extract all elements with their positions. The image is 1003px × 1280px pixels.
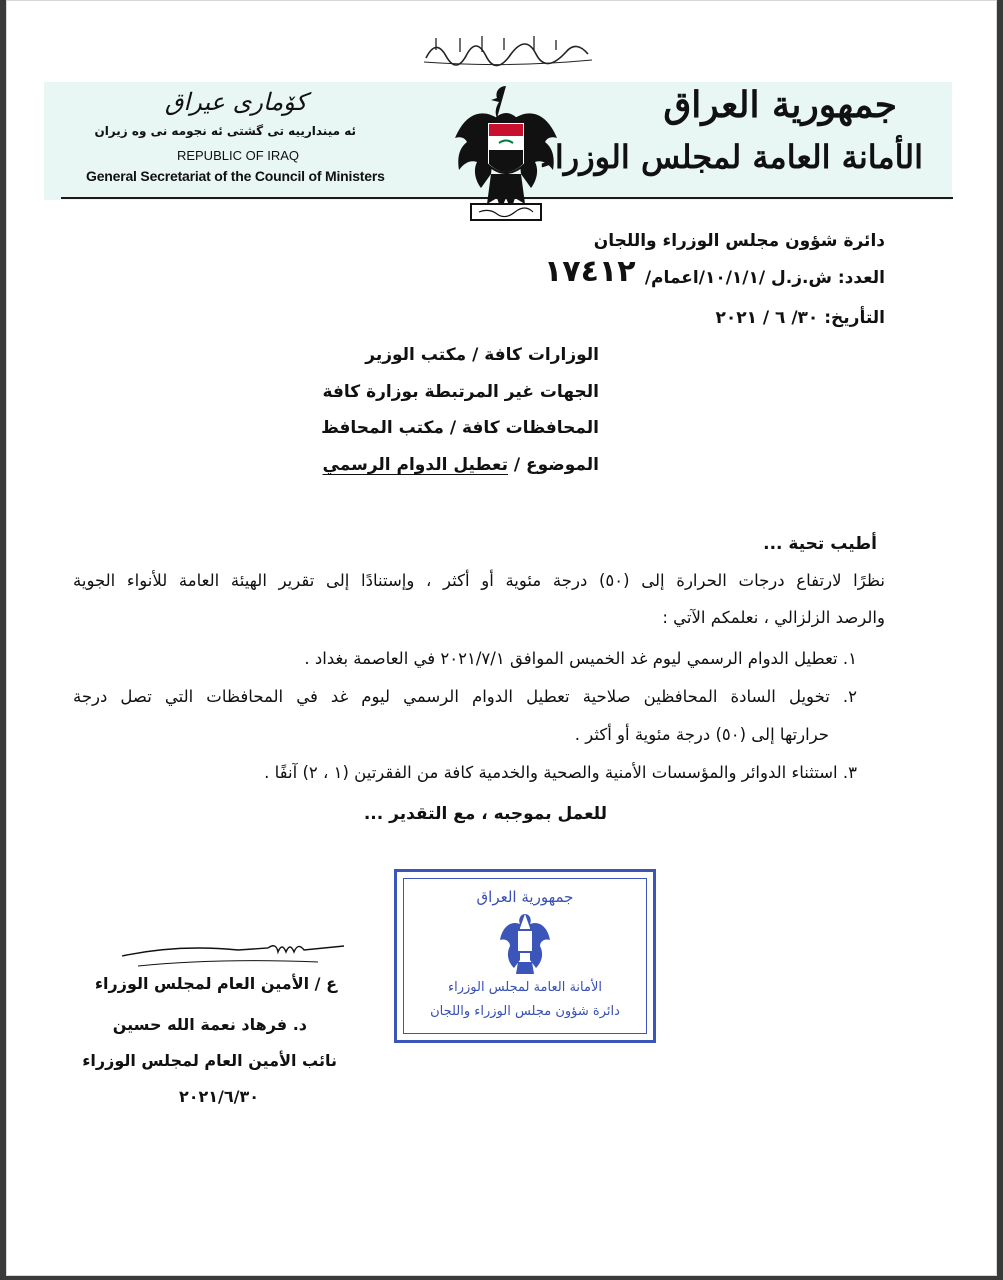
handwritten-signature — [118, 936, 348, 976]
list-item-continuation: حرارتها إلى (٥٠) درجة مئوية أو أكثر . — [574, 725, 829, 744]
signature-date: ٢٠٢١/٦/٣٠ — [178, 1087, 259, 1106]
arabic-republic-title: جمهورية العراق — [663, 84, 897, 126]
list-item: ٣. استثناء الدوائر والمؤسسات الأمنية والصحية والخدمية كافة من الفقرتين (١ ، ٢) آنفًا . — [264, 763, 857, 782]
number-label: العدد: — [837, 268, 885, 288]
republic-en: REPUBLIC OF IRAQ — [176, 148, 300, 163]
list-item: ٢. تخويل السادة المحافظين صلاحية تعطيل الدوام الرسمي ليوم غد في المحافظات التي تصل درجة — [73, 687, 857, 706]
recipient-line: الجهات غير المرتبطة بوزارة كافة — [322, 382, 599, 402]
closing-line: للعمل بموجبه ، مع التقدير ... — [363, 804, 607, 824]
stamp-eagle-icon — [498, 910, 552, 976]
greeting: أطيب تحية ... — [763, 534, 877, 554]
letter-date — [715, 308, 885, 328]
date-label: التأريخ: — [824, 308, 885, 328]
subject-label: الموضوع / — [513, 455, 599, 475]
body-paragraph-line: نظرًا لارتفاع درجات الحرارة إلى (٥٠) درجة مئوية أو أكثر ، وإستنادًا إلى تقرير الهيئة العامة للأنواء الجوية — [73, 571, 885, 590]
number-value: ش.ز.ل /١٠/١/١/اعمام/ — [644, 268, 832, 288]
basmala-calligraphy — [416, 28, 596, 68]
official-stamp — [394, 869, 656, 1043]
stamp-line2: دائرة شؤون مجلس الوزراء واللجان — [430, 1004, 620, 1019]
handwritten-number: ١٧٤١٢ — [544, 254, 636, 289]
subject-value: تعطيل الدوام الرسمي — [322, 455, 508, 475]
signatory-position: نائب الأمين العام لمجلس الوزراء — [82, 1051, 337, 1070]
body-paragraph-line: والرصد الزلزالي ، نعلمكم الآتي : — [662, 608, 885, 627]
recipient-line: المحافظات كافة / مكتب المحافظ — [321, 418, 599, 438]
recipient-line: الوزارات كافة / مكتب الوزير — [365, 345, 599, 365]
department-name: دائرة شؤون مجلس الوزراء واللجان — [593, 231, 885, 251]
arabic-secretariat-title: الأمانة العامة لمجلس الوزراء — [539, 138, 923, 176]
stamp-top-text: جمهورية العراق — [476, 888, 574, 906]
kurdish-subtitle: ئه میندارییه تی گشتی ئه نجومه نی وه زیران — [94, 124, 356, 138]
list-item: ١. تعطيل الدوام الرسمي ليوم غد الخميس الموافق ٢٠٢١/٧/١ في العاصمة بغداد . — [304, 649, 857, 668]
general-secretariat-en: General Secretariat of the Council of Ministers — [86, 168, 385, 184]
subject-line — [323, 455, 600, 475]
kurdish-title: کۆماری عیراق — [164, 88, 307, 116]
reference-number — [645, 268, 885, 288]
letter-page — [6, 0, 997, 1276]
stamp-line1: الأمانة العامة لمجلس الوزراء — [448, 980, 602, 995]
date-value: ٣٠/ ٦ / ٢٠٢١ — [715, 308, 819, 328]
signatory-title: ع / الأمين العام لمجلس الوزراء — [94, 974, 337, 993]
signatory-name: د. فرهاد نعمة الله حسين — [112, 1015, 307, 1034]
